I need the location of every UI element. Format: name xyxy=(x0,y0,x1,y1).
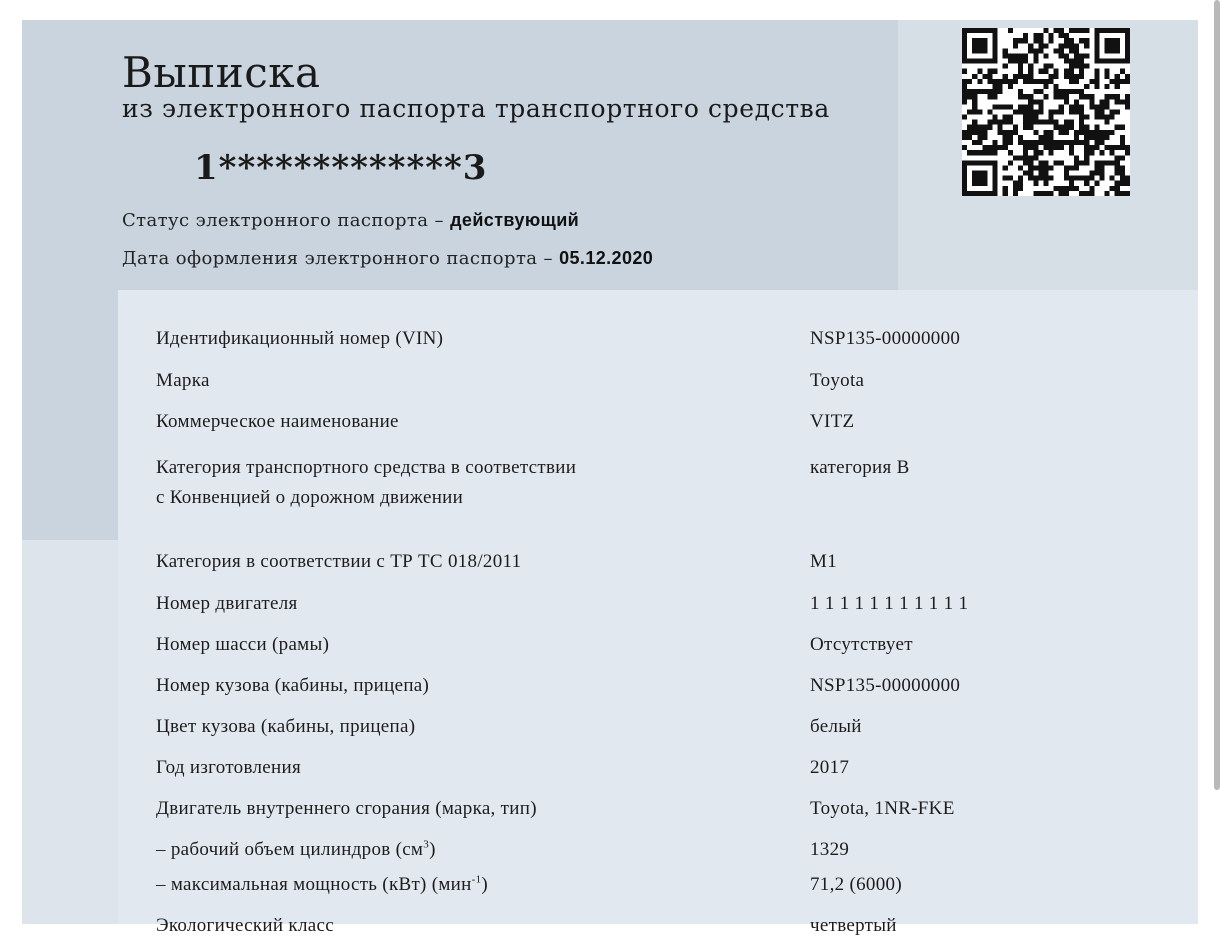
row-value: категория B xyxy=(810,457,910,478)
document-subtitle: из электронного паспорта транспортного средства xyxy=(122,94,830,123)
date-dash: – xyxy=(537,248,560,269)
vehicle-data-table xyxy=(118,290,1198,936)
row-value: VITZ xyxy=(810,411,855,432)
row-value: Toyota xyxy=(810,370,865,391)
status-label: Статус электронного паспорта xyxy=(122,210,429,231)
page-scrollbar[interactable] xyxy=(1214,0,1220,790)
status-value: действующий xyxy=(450,210,580,230)
row-label: Год изготовления xyxy=(156,757,301,778)
row-value: NSP135-00000000 xyxy=(810,675,961,696)
row-value: Toyota, 1NR-FKE xyxy=(810,798,955,819)
status-dash: – xyxy=(428,210,451,231)
row-value: 1 1 1 1 1 1 1 1 1 1 1 xyxy=(810,593,969,614)
passport-number: 1*************3 xyxy=(194,148,488,188)
row-label: – максимальная мощность (кВт) (мин$^{-1}$) xyxy=(156,873,489,895)
row-value: 1329 xyxy=(810,839,850,860)
row-label: Номер шасси (рамы) xyxy=(156,634,330,655)
row-label: Двигатель внутреннего сгорания (марка, тип) xyxy=(156,798,537,819)
row-label: Экологический класс xyxy=(156,915,334,936)
row-value: Отсутствует xyxy=(810,634,913,655)
row-value: NSP135-00000000 xyxy=(810,328,961,349)
date-line xyxy=(122,248,653,269)
row-label: Номер двигателя xyxy=(156,593,298,614)
date-label: Дата оформления электронного паспорта xyxy=(122,248,538,269)
row-value: 71,2 (6000) xyxy=(810,874,902,895)
row-label: Идентификационный номер (VIN) xyxy=(156,328,444,349)
row-value: M1 xyxy=(810,551,837,572)
row-value: белый xyxy=(810,716,862,737)
document-title: Выписка xyxy=(122,48,321,97)
row-label: Марка xyxy=(156,370,210,391)
row-label: Категория транспортного средства в соответствии с Конвенцией о дорожном движении xyxy=(156,457,577,508)
row-label: Цвет кузова (кабины, прицепа) xyxy=(156,716,416,737)
row-label: Номер кузова (кабины, прицепа) xyxy=(156,675,430,696)
row-label: Коммерческое наименование xyxy=(156,411,399,432)
row-value: 2017 xyxy=(810,757,850,778)
left-band xyxy=(22,290,118,540)
row-label: – рабочий объем цилиндров $(см^3)$ xyxy=(156,838,436,860)
qr-code-icon[interactable] xyxy=(962,28,1130,196)
row-value: четвертый xyxy=(810,915,897,936)
passport-extract-sheet xyxy=(22,20,1198,936)
status-line xyxy=(122,210,579,231)
row-label: Категория в соответствии с ТР ТС 018/2011 xyxy=(156,551,522,572)
date-value: 05.12.2020 xyxy=(559,248,654,268)
